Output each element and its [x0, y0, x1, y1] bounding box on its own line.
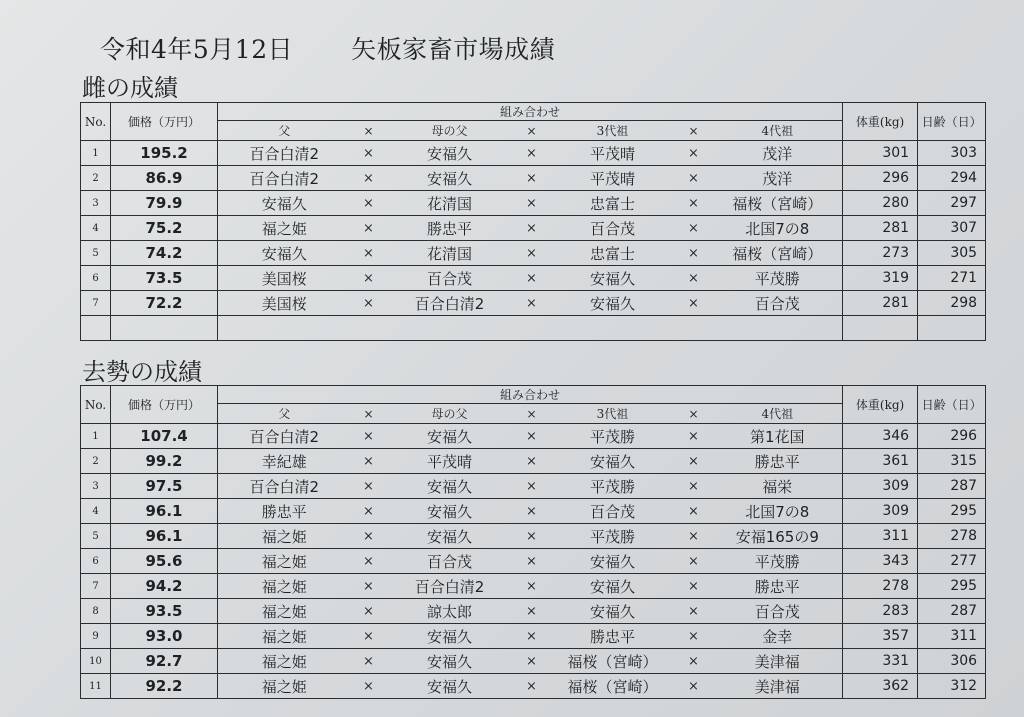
empty-cell — [218, 316, 351, 341]
row-number: 3 — [81, 474, 111, 499]
cross-symbol: × — [351, 524, 387, 549]
sire-cell: 福之姫 — [218, 649, 351, 674]
table-row — [81, 216, 986, 241]
cross-symbol: × — [675, 191, 713, 216]
col-gen3-header: 3代祖 — [551, 121, 675, 141]
age-cell: 297 — [918, 191, 986, 216]
empty-cell — [843, 316, 918, 341]
row-number: 5 — [81, 241, 111, 266]
sire-cell: 福之姫 — [218, 599, 351, 624]
age-cell: 278 — [918, 524, 986, 549]
row-number: 8 — [81, 599, 111, 624]
age-cell: 311 — [918, 624, 986, 649]
market-title: 矢板家畜市場成績 — [351, 35, 556, 64]
gen4-cell: 百合茂 — [713, 599, 843, 624]
cross-symbol: × — [513, 216, 551, 241]
weight-cell: 343 — [843, 549, 918, 574]
cross-symbol: × — [675, 649, 713, 674]
cross-symbol: × — [675, 449, 713, 474]
col-age-header: 日齢（日） — [918, 386, 986, 424]
table-row — [81, 191, 986, 216]
cross-symbol: × — [675, 241, 713, 266]
gen4-cell: 美津福 — [713, 649, 843, 674]
empty-cell — [387, 316, 513, 341]
cross-symbol: × — [675, 266, 713, 291]
cross-symbol: × — [675, 166, 713, 191]
col-no-header: No. — [81, 103, 111, 141]
age-cell: 315 — [918, 449, 986, 474]
empty-cell — [351, 316, 387, 341]
cross-symbol: × — [513, 499, 551, 524]
row-number: 6 — [81, 549, 111, 574]
weight-cell: 309 — [843, 474, 918, 499]
cross-symbol: × — [675, 216, 713, 241]
gen3-cell: 平茂勝 — [551, 524, 675, 549]
price-cell: 94.2 — [111, 574, 218, 599]
sire-cell: 美国桜 — [218, 266, 351, 291]
cross-symbol: × — [513, 524, 551, 549]
sire-cell: 福之姫 — [218, 549, 351, 574]
weight-cell: 301 — [843, 141, 918, 166]
cross-symbol: × — [675, 291, 713, 316]
col-sire-header: 父 — [218, 121, 351, 141]
col-x-header: × — [351, 121, 387, 141]
empty-cell — [675, 316, 713, 341]
weight-cell: 309 — [843, 499, 918, 524]
col-x-header: × — [513, 404, 551, 424]
weight-cell: 281 — [843, 291, 918, 316]
col-sire-header: 父 — [218, 404, 351, 424]
cross-symbol: × — [351, 574, 387, 599]
price-cell: 74.2 — [111, 241, 218, 266]
weight-cell: 273 — [843, 241, 918, 266]
sire-cell: 幸紀雄 — [218, 449, 351, 474]
price-cell: 96.1 — [111, 499, 218, 524]
dam-sire-cell: 安福久 — [387, 499, 513, 524]
cross-symbol: × — [351, 166, 387, 191]
gen3-cell: 福桜（宮崎） — [551, 649, 675, 674]
empty-cell — [713, 316, 843, 341]
cross-symbol: × — [351, 191, 387, 216]
gen4-cell: 福桜（宮崎） — [713, 241, 843, 266]
cross-symbol: × — [675, 474, 713, 499]
dam-sire-cell: 百合茂 — [387, 549, 513, 574]
age-cell: 287 — [918, 599, 986, 624]
cross-symbol: × — [513, 424, 551, 449]
dam-sire-cell: 平茂晴 — [387, 449, 513, 474]
cross-symbol: × — [513, 599, 551, 624]
price-cell: 92.7 — [111, 649, 218, 674]
cross-symbol: × — [351, 291, 387, 316]
cross-symbol: × — [351, 674, 387, 699]
age-cell: 295 — [918, 574, 986, 599]
cross-symbol: × — [513, 549, 551, 574]
gen3-cell: 安福久 — [551, 574, 675, 599]
table-row — [81, 291, 986, 316]
price-cell: 72.2 — [111, 291, 218, 316]
row-number: 7 — [81, 291, 111, 316]
sire-cell: 安福久 — [218, 241, 351, 266]
table-row — [81, 624, 986, 649]
price-cell: 95.6 — [111, 549, 218, 574]
weight-cell: 280 — [843, 191, 918, 216]
report-date: 令和4年5月12日 — [100, 35, 294, 64]
dam-sire-cell: 花清国 — [387, 191, 513, 216]
gen3-cell: 百合茂 — [551, 216, 675, 241]
cross-symbol: × — [675, 674, 713, 699]
price-cell: 93.0 — [111, 624, 218, 649]
table-row — [81, 141, 986, 166]
row-number: 11 — [81, 674, 111, 699]
sire-cell: 百合白清2 — [218, 166, 351, 191]
cross-symbol: × — [513, 574, 551, 599]
row-number: 1 — [81, 141, 111, 166]
sire-cell: 福之姫 — [218, 674, 351, 699]
sire-cell: 福之姫 — [218, 574, 351, 599]
cross-symbol: × — [351, 141, 387, 166]
steer-table-body — [81, 424, 986, 699]
price-cell: 99.2 — [111, 449, 218, 474]
col-weight-header: 体重(kg) — [843, 103, 918, 141]
sire-cell: 福之姫 — [218, 524, 351, 549]
row-number: 1 — [81, 424, 111, 449]
dam-sire-cell: 安福久 — [387, 166, 513, 191]
row-number: 2 — [81, 166, 111, 191]
gen3-cell: 安福久 — [551, 266, 675, 291]
col-x-header: × — [675, 121, 713, 141]
gen3-cell: 平茂勝 — [551, 474, 675, 499]
table-row — [81, 449, 986, 474]
cross-symbol: × — [513, 266, 551, 291]
price-cell: 97.5 — [111, 474, 218, 499]
gen4-cell: 北国7の8 — [713, 499, 843, 524]
dam-sire-cell: 安福久 — [387, 524, 513, 549]
cross-symbol: × — [675, 499, 713, 524]
col-age-header: 日齢（日） — [918, 103, 986, 141]
gen4-cell: 平茂勝 — [713, 549, 843, 574]
col-x-header: × — [513, 121, 551, 141]
weight-cell: 281 — [843, 216, 918, 241]
dam-sire-cell: 勝忠平 — [387, 216, 513, 241]
cross-symbol: × — [351, 241, 387, 266]
age-cell: 277 — [918, 549, 986, 574]
gen3-cell: 忠富士 — [551, 191, 675, 216]
gen4-cell: 福桜（宮崎） — [713, 191, 843, 216]
weight-cell: 283 — [843, 599, 918, 624]
gen3-cell: 安福久 — [551, 449, 675, 474]
dam-sire-cell: 安福久 — [387, 624, 513, 649]
age-cell: 307 — [918, 216, 986, 241]
cross-symbol: × — [675, 549, 713, 574]
table-row — [81, 599, 986, 624]
weight-cell: 319 — [843, 266, 918, 291]
dam-sire-cell: 百合白清2 — [387, 291, 513, 316]
row-number: 4 — [81, 499, 111, 524]
price-cell: 86.9 — [111, 166, 218, 191]
table-row — [81, 574, 986, 599]
dam-sire-cell: 安福久 — [387, 674, 513, 699]
gen4-cell: 美津福 — [713, 674, 843, 699]
table-row — [81, 674, 986, 699]
cross-symbol: × — [675, 599, 713, 624]
sire-cell: 美国桜 — [218, 291, 351, 316]
sire-cell: 百合白清2 — [218, 141, 351, 166]
sire-cell: 百合白清2 — [218, 424, 351, 449]
cross-symbol: × — [351, 449, 387, 474]
weight-cell: 357 — [843, 624, 918, 649]
col-x-header: × — [351, 404, 387, 424]
row-number: 7 — [81, 574, 111, 599]
empty-cell — [551, 316, 675, 341]
cross-symbol: × — [513, 141, 551, 166]
gen4-cell: 勝忠平 — [713, 574, 843, 599]
gen4-cell: 北国7の8 — [713, 216, 843, 241]
gen3-cell: 福桜（宮崎） — [551, 674, 675, 699]
sire-cell: 福之姫 — [218, 624, 351, 649]
price-cell: 96.1 — [111, 524, 218, 549]
age-cell: 298 — [918, 291, 986, 316]
gen4-cell: 百合茂 — [713, 291, 843, 316]
steer-section-title: 去勢の成績 — [82, 358, 202, 386]
col-price-header: 価格（万円） — [111, 103, 218, 141]
table-row — [81, 241, 986, 266]
weight-cell: 361 — [843, 449, 918, 474]
cross-symbol: × — [513, 166, 551, 191]
gen4-cell: 福栄 — [713, 474, 843, 499]
cross-symbol: × — [513, 191, 551, 216]
age-cell: 296 — [918, 424, 986, 449]
female-section-title: 雌の成績 — [82, 74, 178, 102]
table-row — [81, 474, 986, 499]
cross-symbol: × — [351, 599, 387, 624]
cross-symbol: × — [513, 449, 551, 474]
gen3-cell: 忠富士 — [551, 241, 675, 266]
weight-cell: 362 — [843, 674, 918, 699]
col-gen3-header: 3代祖 — [551, 404, 675, 424]
weight-cell: 296 — [843, 166, 918, 191]
cross-symbol: × — [513, 674, 551, 699]
row-number: 9 — [81, 624, 111, 649]
cross-symbol: × — [351, 266, 387, 291]
sire-cell: 百合白清2 — [218, 474, 351, 499]
age-cell: 294 — [918, 166, 986, 191]
gen3-cell: 百合茂 — [551, 499, 675, 524]
gen4-cell: 安福165の9 — [713, 524, 843, 549]
dam-sire-cell: 諒太郎 — [387, 599, 513, 624]
cross-symbol: × — [351, 216, 387, 241]
table-row — [81, 266, 986, 291]
price-cell: 107.4 — [111, 424, 218, 449]
col-dam-sire-header: 母の父 — [387, 404, 513, 424]
table-row — [81, 166, 986, 191]
dam-sire-cell: 花清国 — [387, 241, 513, 266]
price-cell: 73.5 — [111, 266, 218, 291]
row-number: 10 — [81, 649, 111, 674]
cross-symbol: × — [675, 141, 713, 166]
female-table-body — [81, 141, 986, 341]
weight-cell: 278 — [843, 574, 918, 599]
gen4-cell: 平茂勝 — [713, 266, 843, 291]
dam-sire-cell: 安福久 — [387, 424, 513, 449]
cross-symbol: × — [675, 424, 713, 449]
weight-cell: 311 — [843, 524, 918, 549]
gen3-cell: 安福久 — [551, 291, 675, 316]
dam-sire-cell: 安福久 — [387, 649, 513, 674]
female-results-table — [80, 102, 986, 341]
sire-cell: 勝忠平 — [218, 499, 351, 524]
cross-symbol: × — [351, 424, 387, 449]
empty-cell — [513, 316, 551, 341]
gen3-cell: 勝忠平 — [551, 624, 675, 649]
cross-symbol: × — [513, 241, 551, 266]
age-cell: 312 — [918, 674, 986, 699]
age-cell: 295 — [918, 499, 986, 524]
price-cell: 93.5 — [111, 599, 218, 624]
cross-symbol: × — [351, 649, 387, 674]
cross-symbol: × — [351, 474, 387, 499]
cross-symbol: × — [513, 649, 551, 674]
weight-cell: 346 — [843, 424, 918, 449]
row-number: 6 — [81, 266, 111, 291]
age-cell: 306 — [918, 649, 986, 674]
col-x-header: × — [675, 404, 713, 424]
col-dam-sire-header: 母の父 — [387, 121, 513, 141]
dam-sire-cell: 安福久 — [387, 141, 513, 166]
gen3-cell: 平茂晴 — [551, 141, 675, 166]
cross-symbol: × — [675, 574, 713, 599]
age-cell: 305 — [918, 241, 986, 266]
empty-table-row — [81, 316, 986, 341]
col-price-header: 価格（万円） — [111, 386, 218, 424]
table-row — [81, 649, 986, 674]
col-combination-header: 組み合わせ — [218, 386, 843, 404]
col-gen4-header: 4代祖 — [713, 121, 843, 141]
col-no-header: No. — [81, 386, 111, 424]
cross-symbol: × — [513, 474, 551, 499]
weight-cell: 331 — [843, 649, 918, 674]
empty-cell — [111, 316, 218, 341]
cross-symbol: × — [513, 624, 551, 649]
price-cell: 75.2 — [111, 216, 218, 241]
price-cell: 195.2 — [111, 141, 218, 166]
price-cell: 79.9 — [111, 191, 218, 216]
empty-cell — [918, 316, 986, 341]
gen4-cell: 勝忠平 — [713, 449, 843, 474]
gen3-cell: 安福久 — [551, 549, 675, 574]
row-number: 4 — [81, 216, 111, 241]
cross-symbol: × — [351, 624, 387, 649]
dam-sire-cell: 百合茂 — [387, 266, 513, 291]
sire-cell: 福之姫 — [218, 216, 351, 241]
table-row — [81, 499, 986, 524]
gen4-cell: 金幸 — [713, 624, 843, 649]
dam-sire-cell: 安福久 — [387, 474, 513, 499]
age-cell: 287 — [918, 474, 986, 499]
row-number: 3 — [81, 191, 111, 216]
gen3-cell: 平茂晴 — [551, 166, 675, 191]
row-number: 2 — [81, 449, 111, 474]
empty-cell — [81, 316, 111, 341]
cross-symbol: × — [513, 291, 551, 316]
row-number: 5 — [81, 524, 111, 549]
gen4-cell: 第1花国 — [713, 424, 843, 449]
cross-symbol: × — [351, 549, 387, 574]
price-cell: 92.2 — [111, 674, 218, 699]
dam-sire-cell: 百合白清2 — [387, 574, 513, 599]
sire-cell: 安福久 — [218, 191, 351, 216]
table-row — [81, 549, 986, 574]
page-title — [100, 30, 555, 66]
age-cell: 303 — [918, 141, 986, 166]
cross-symbol: × — [675, 524, 713, 549]
col-combination-header: 組み合わせ — [218, 103, 843, 121]
gen3-cell: 安福久 — [551, 599, 675, 624]
col-weight-header: 体重(kg) — [843, 386, 918, 424]
steer-results-table — [80, 385, 986, 699]
gen4-cell: 茂洋 — [713, 166, 843, 191]
age-cell: 271 — [918, 266, 986, 291]
col-gen4-header: 4代祖 — [713, 404, 843, 424]
gen4-cell: 茂洋 — [713, 141, 843, 166]
cross-symbol: × — [351, 499, 387, 524]
table-row — [81, 424, 986, 449]
cross-symbol: × — [675, 624, 713, 649]
gen3-cell: 平茂勝 — [551, 424, 675, 449]
table-row — [81, 524, 986, 549]
